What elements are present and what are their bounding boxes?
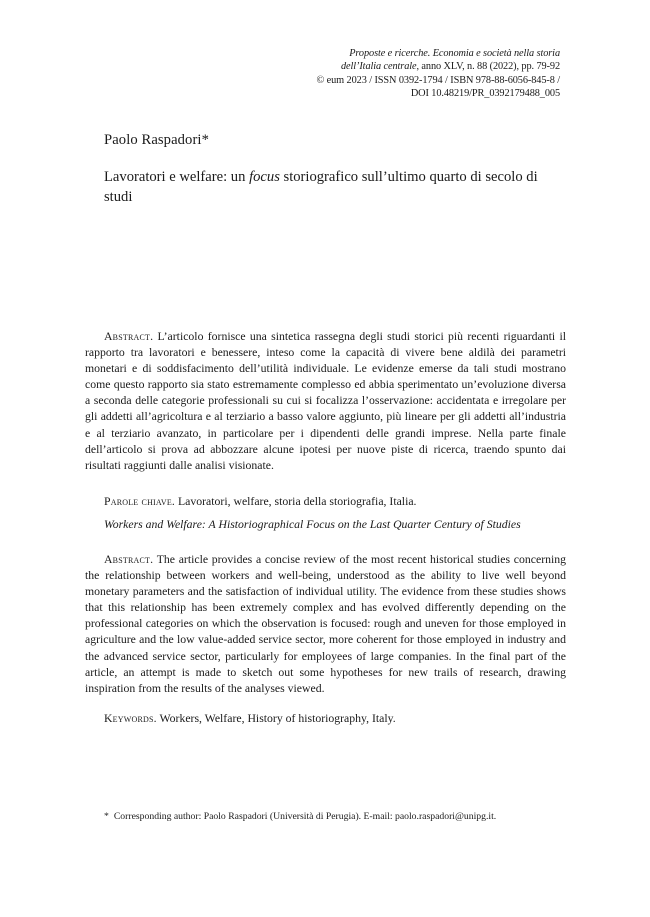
keywords-italian	[85, 494, 566, 510]
abstract-text-it: L’articolo fornisce una sintetica rassegna degli studi storici più recenti riguardanti il rapporto tra lavoratori e benessere, inteso come la capacità di vivere bene aldilà dei parametri monetari e di soddisfacimento dell’utilità individuale. Le evidenze emerse da tali studi mostrano come questo rapporto sia stato estremamente complesso ed abbia sperimentato un’evoluzione diversa a seconda delle categorie professionali su cui si focalizza l’osservazione: accidentata e irregolare per gli addetti all’agricoltura e al terziario a basso valore aggiunto, più lineare per gli addetti all’industria e al terziario avanzato, in particolare per i dipendenti delle grandi imprese. Nella parte finale dell’articolo si prova ad abbozzare alcune ipotesi per nuove piste di ricerca, traendo spunto dai risultati raggiunti dalle analisi visionate.	[85, 330, 566, 472]
abstract-label-it: Abstract.	[104, 330, 154, 343]
author-name: Paolo Raspadori*	[104, 132, 209, 148]
abstract-english	[85, 552, 566, 697]
english-title-text: Workers and Welfare: A Historiographical Focus on the Last Quarter Century of Studies	[104, 518, 521, 531]
keywords-text-it: Lavoratori, welfare, storia della storiografia, Italia.	[175, 495, 417, 508]
article-title	[104, 167, 566, 207]
journal-volume-pages: , anno XLV, n. 88 (2022), pp. 79-92	[416, 61, 560, 73]
english-title	[85, 517, 566, 533]
footnote-mark: *	[104, 811, 109, 822]
journal-name: Proposte e ricerche. Economia e società nella storia	[349, 48, 560, 59]
keywords-text-en: Workers, Welfare, History of historiography, Italy.	[156, 712, 396, 725]
journal-issn-isbn: © eum 2023 / ISSN 0392-1794 / ISBN 978-88-6056-845-8 /	[316, 74, 560, 86]
title-italic-word: focus	[249, 169, 280, 185]
keywords-english	[85, 711, 566, 727]
footnote	[104, 811, 574, 823]
abstract-label-en: Abstract.	[104, 553, 154, 566]
title-part-2: storiografico sull’ultimo quarto di secolo di studi	[104, 169, 538, 205]
title-part-1: Lavoratori e welfare: un	[104, 169, 250, 185]
keywords-label-it: Parole chiave.	[104, 495, 176, 508]
journal-region: dell’Italia centrale	[340, 61, 417, 73]
abstract-italian	[85, 329, 566, 474]
abstract-text-en: The article provides a concise review of the most recent historical studies concerning the relationship between workers and well-being, understood as the ability to live well beyond monetary parameters and the satisfaction of individual utility. The evidence from these studies shows that this relationship has been extremely complex and has evolved differently depending on the professional categories on which the observation is focused: rough and uneven for those employed in agriculture and the low value-added service sector, more coherent for those employed in industry and the advanced service sector, particularly for employees of large companies. In the final part of the article, an attempt is made to sketch out some hypotheses for new trails of research, drawing inspiration from the results of the analyses viewed.	[85, 553, 566, 695]
journal-citation	[260, 47, 560, 101]
journal-doi: DOI 10.48219/PR_0392179488_005	[410, 88, 560, 100]
footnote-text: Corresponding author: Paolo Raspadori (Università di Perugia). E-mail: paolo.raspadori@unipg.it.	[113, 811, 497, 822]
journal-issue	[260, 60, 560, 73]
keywords-label-en: Keywords.	[104, 712, 157, 725]
